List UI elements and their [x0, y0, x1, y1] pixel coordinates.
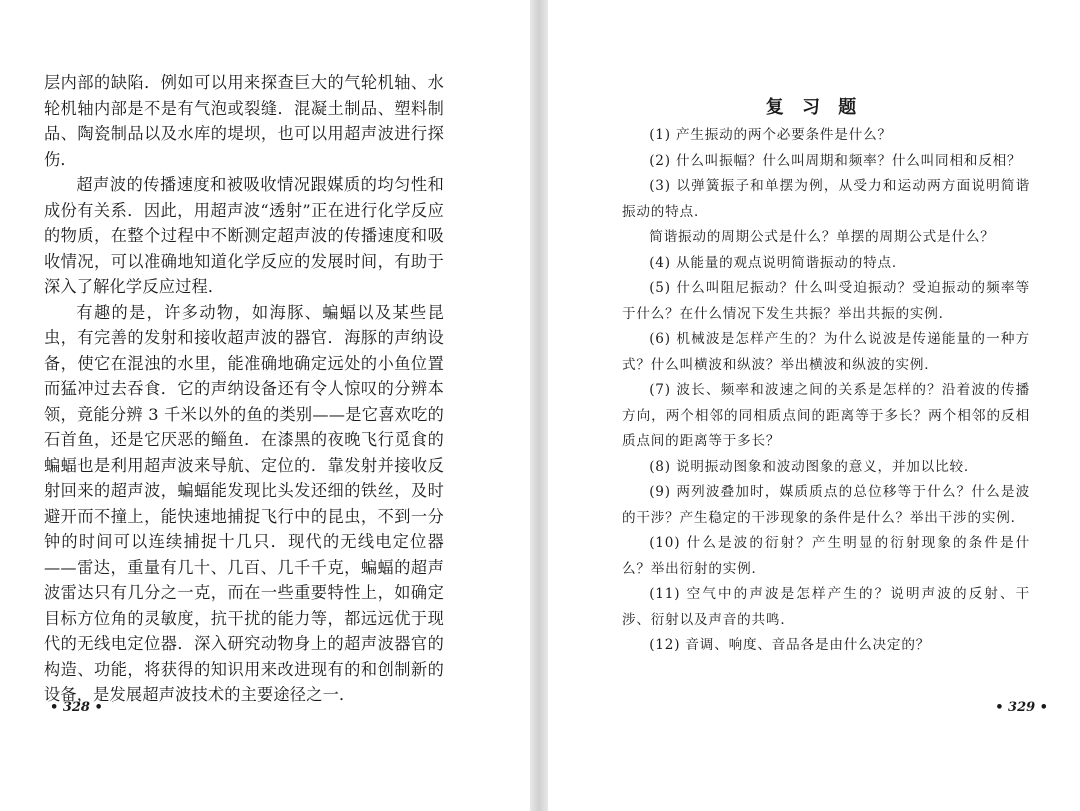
section-title: 复 习 题 [765, 97, 863, 118]
review-questions [622, 123, 1030, 659]
page-number: • 328 • [50, 700, 103, 715]
question-item: (12) 音调、响度、音品各是由什么决定的？ [649, 637, 931, 653]
question-item: (3) 以弹簧振子和单摆为例，从受力和运动两方面说明简谐振动的特点． [622, 178, 1030, 220]
left-page [0, 0, 530, 811]
paragraph: 有趣的是，许多动物，如海豚、蝙蝠以及某些昆虫，有完善的发射和接收超声波的器官．海豚的声纳设备，使它在混浊的水里，能准确地确定远处的小鱼位置而猛冲过去吞食．它的声纳设备还有令人惊叹的分辨本领，竟能分辨 3 千米以外的鱼的类别——是它喜欢吃的石首鱼，还是它厌恶的鲻鱼．在漆黑的夜晚飞行觅食的蝙蝠也是利用超声波来导航、定位的．靠发射并接收反射回来的超声波，蝙蝠能发现比头发还细的铁丝，及时避开而不撞上，能快速地捕捉飞行中的昆虫，不到一分钟的时间可以连续捕捉十几只．现代的无线电定位器——雷达，重量有几十、几百、几千千克，蝙蝠的超声波雷达只有几分之一克，而在一些重要特性上，如确定目标方位角的灵敏度，抗干扰的能力等，都远远优于现代的无线电定位器．深入研究动物身上的超声波器官的构造、功能，将获得的知识用来改进现有的和创制新的设备，是发展超声波技术的主要途径之一． [44, 302, 444, 704]
question-item: (5) 什么叫阻尼振动？什么叫受迫振动？受迫振动的频率等于什么？在什么情况下发生共振？举出共振的实例． [622, 280, 1030, 322]
book-gutter [530, 0, 548, 811]
paragraph: 层内部的缺陷．例如可以用来探查巨大的气轮机轴、水轮机轴内部是不是有气泡或裂缝．混凝土制品、塑料制品、陶瓷制品以及水库的堤坝，也可以用超声波进行探伤． [44, 73, 444, 169]
paragraph: 超声波的传播速度和被吸收情况跟媒质的均匀性和成份有关系．因此，用超声波“透射”正在进行化学反应的物质，在整个过程中不断测定超声波的传播速度和吸收情况，可以准确地知道化学反应的发展时间，有助于深入了解化学反应过程． [44, 175, 444, 296]
question-item: (2) 什么叫振幅？什么叫周期和频率？什么叫同相和反相？ [649, 152, 1022, 169]
question-item: 简谐振动的周期公式是什么？单摆的周期公式是什么？ [649, 229, 995, 245]
question-item: (8) 说明振动图象和波动图象的意义，并加以比较． [649, 458, 979, 475]
question-item: (1) 产生振动的两个必要条件是什么？ [649, 127, 892, 143]
left-page-body [44, 70, 444, 708]
page-number: • 329 • [995, 700, 1048, 715]
question-item: (9) 两列波叠加时，媒质质点的总位移等于什么？什么是波的干涉？产生稳定的干涉现象的条件是什么？举出干涉的实例． [622, 484, 1030, 526]
question-item: (11) 空气中的声波是怎样产生的？说明声波的反射、干涉、衍射以及声音的共鸣． [622, 586, 1030, 628]
question-item: (4) 从能量的观点说明简谐振动的特点． [649, 254, 907, 271]
question-item: (10) 什么是波的衍射？产生明显的衍射现象的条件是什么？举出衍射的实例． [622, 535, 1030, 577]
question-item: (7) 波长、频率和波速之间的关系是怎样的？沿着波的传播方向，两个相邻的同相质点间的距离等于多长？两个相邻的反相质点间的距离等于多长？ [622, 382, 1030, 449]
question-item: (6) 机械波是怎样产生的？为什么说波是传递能量的一种方式？什么叫横波和纵波？举出横波和纵波的实例． [622, 331, 1030, 373]
right-page [548, 0, 1080, 811]
